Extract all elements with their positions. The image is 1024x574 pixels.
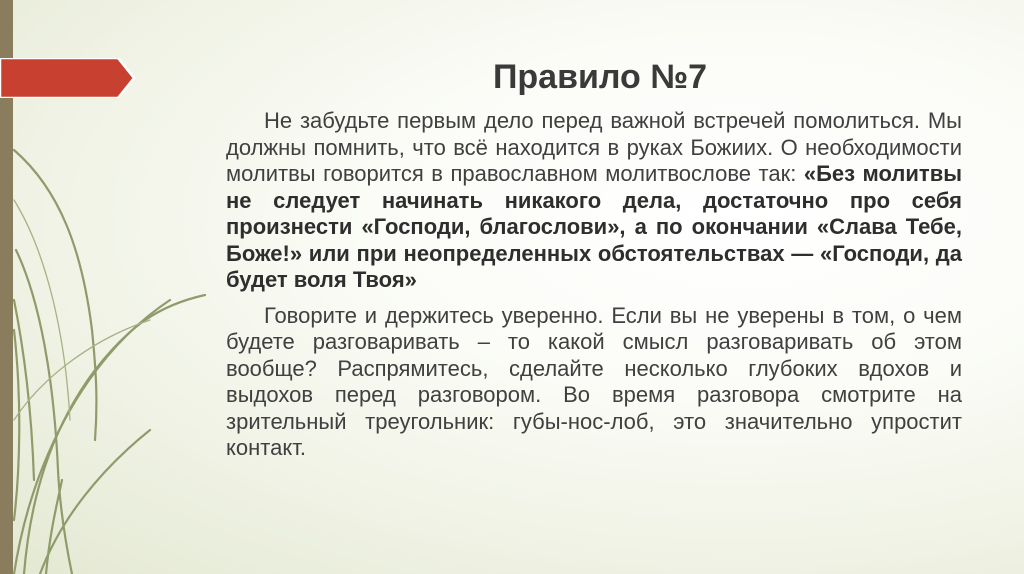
slide-body: [226, 108, 962, 462]
title-accent-ribbon: [0, 58, 136, 98]
ribbon-shape: [0, 58, 134, 98]
paragraph-confidence: Говорите и держитесь уверенно. Если вы не уверены в том, о чем будете разговаривать – то какой смысл разговаривать об этом вообще? Распрямитесь, сделайте несколько глубоких вдохов и выдохов перед разговором. Во время разговора смотрите на зрительный треугольник: губы-нос-лоб, это значительно упростит контакт.: [226, 302, 962, 460]
paragraph-prayer-intro: Не забудьте первым дело перед важной встречей помолиться. Мы должны помнить, что всё находится в руках Божиих. О необходимости молитвы говорится в православном молитвослове так:: [226, 108, 962, 186]
grass-stroke: [14, 150, 96, 440]
grass-stroke-thin: [14, 200, 70, 420]
grass-stroke-thin: [14, 320, 150, 420]
grass-stroke: [14, 330, 19, 520]
paragraph-prayer: [226, 108, 962, 294]
slide-title: Правило №7: [492, 58, 708, 96]
paragraph-prayer-quote: «Без молитвы не следует начинать никакого дела, достаточно про себя произнести «Господи, благослови», а по окончании «Слава Тебе, Боже!» или при неопределенных обстоятельствах — «Господи, да будет воля Твоя»: [226, 161, 963, 292]
grass-stroke: [14, 300, 34, 480]
